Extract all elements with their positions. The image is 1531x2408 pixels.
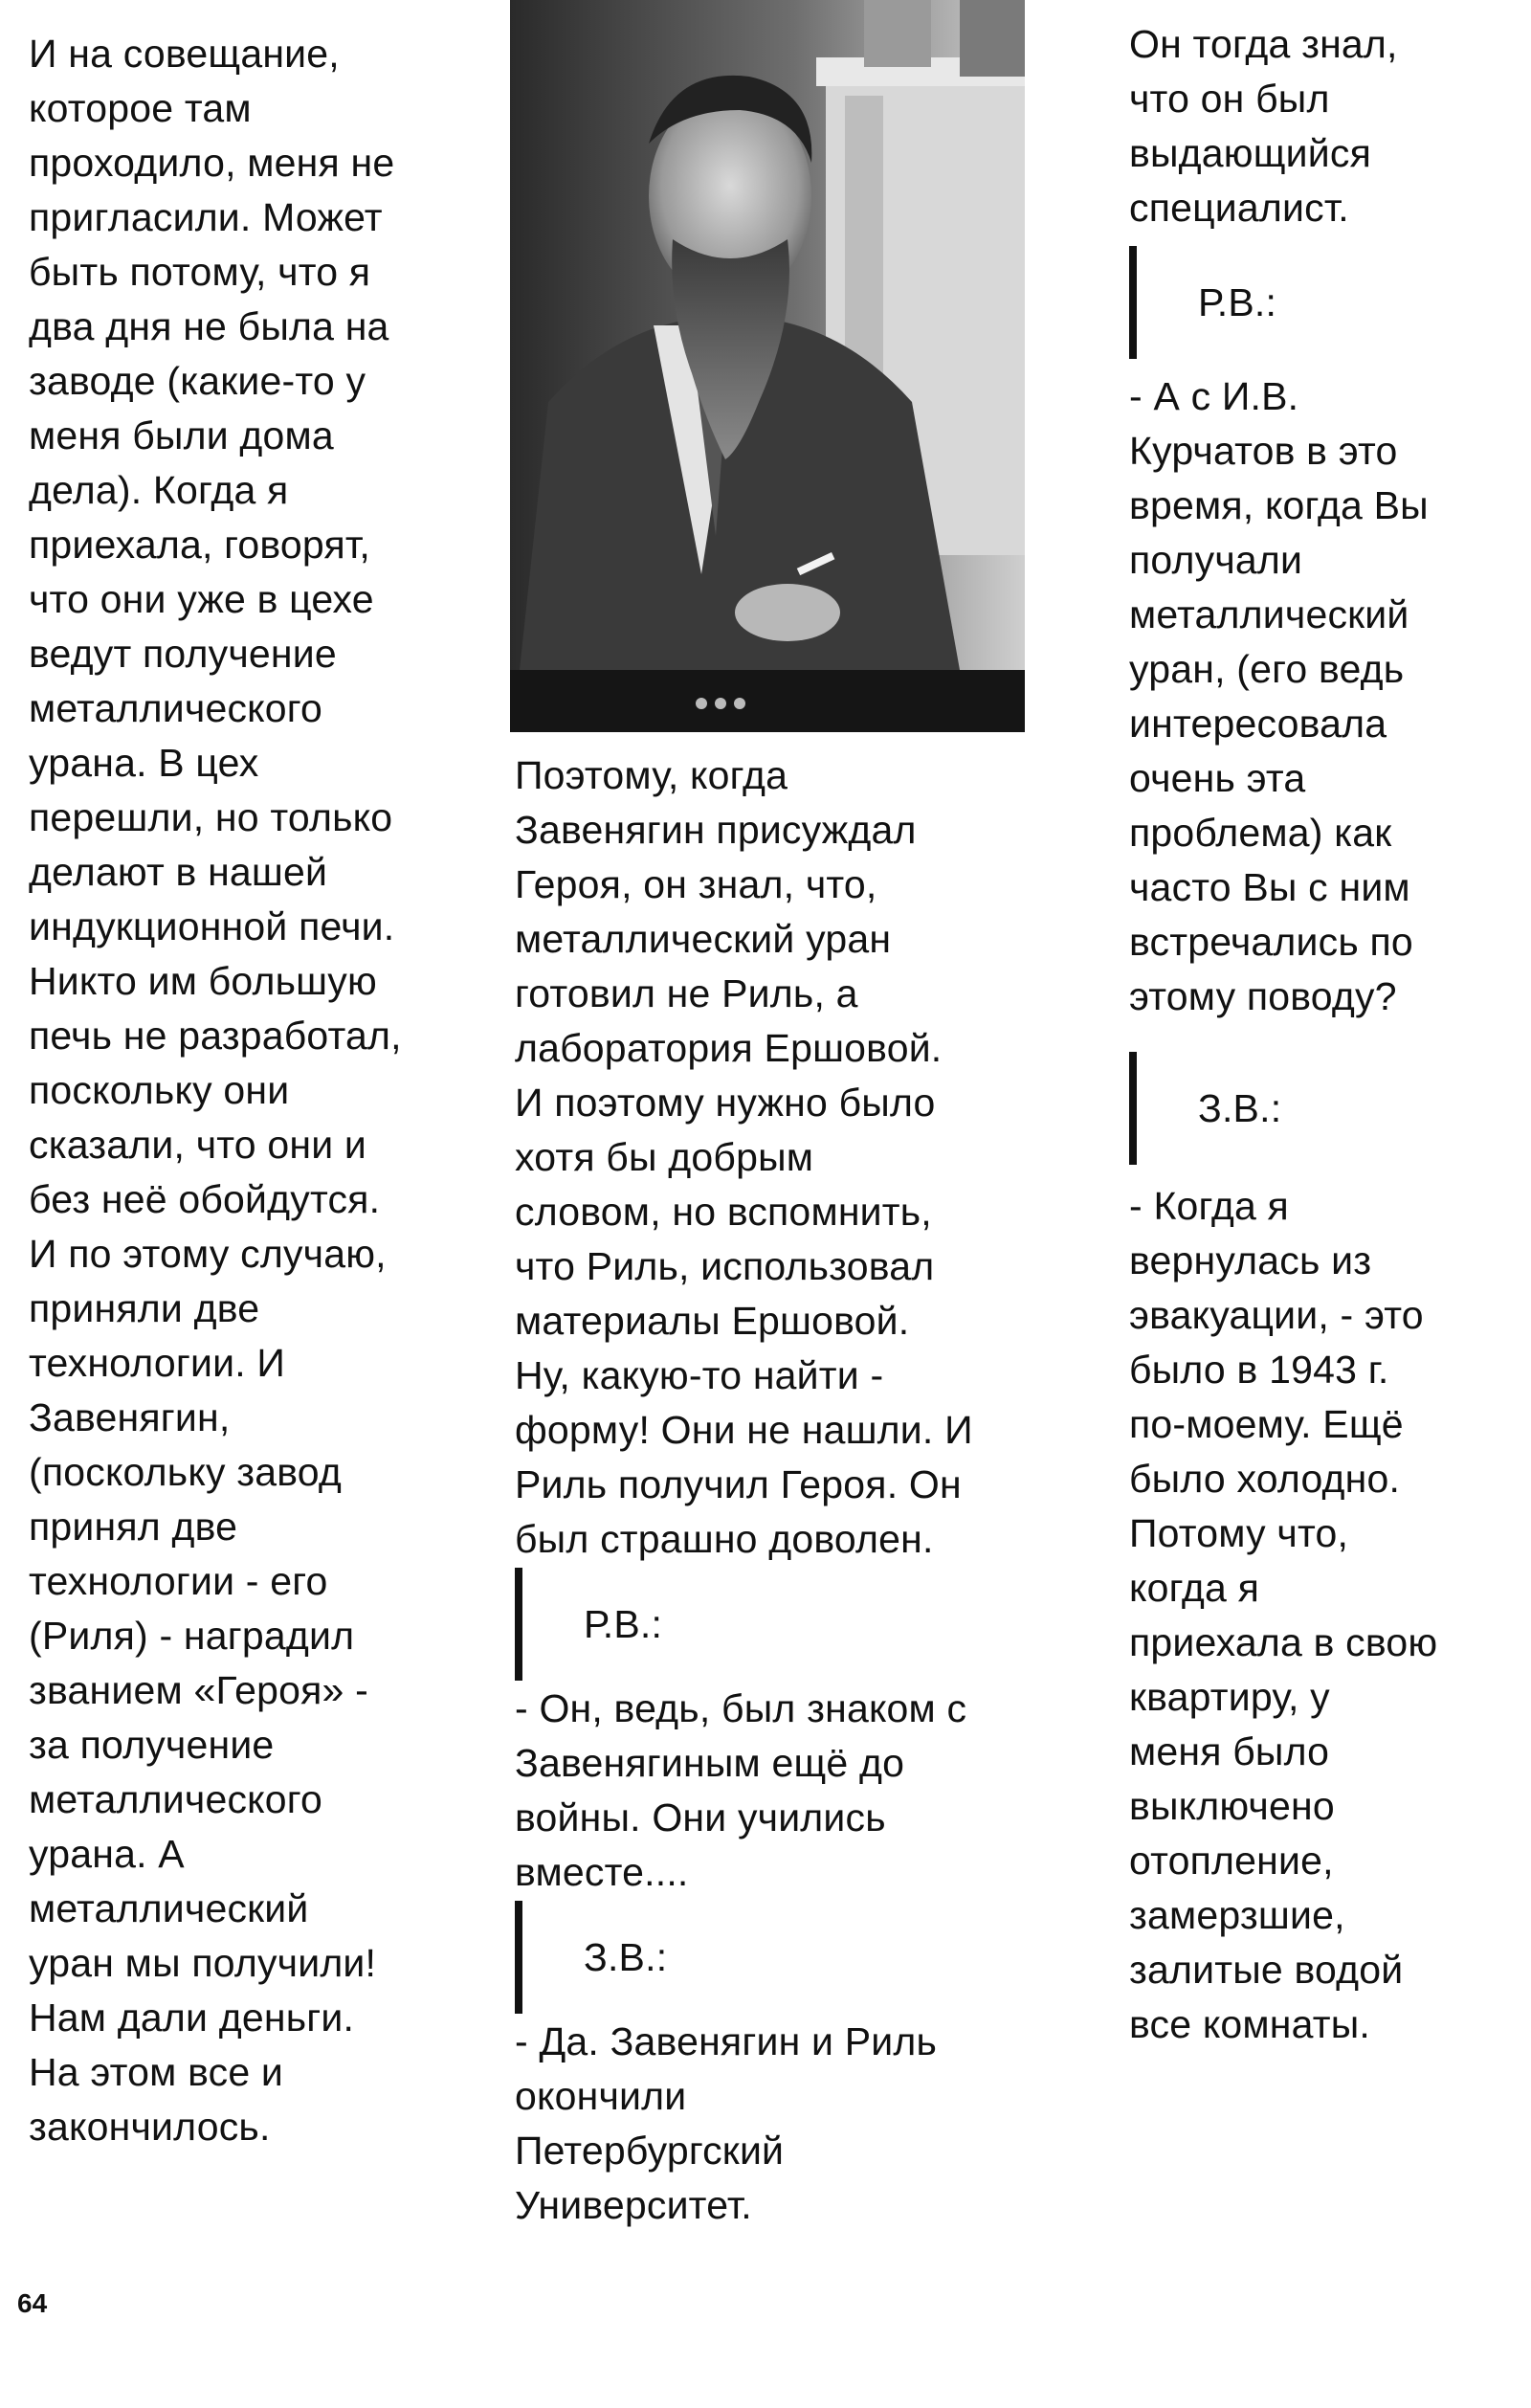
speaker-label-zv	[1129, 1051, 1531, 1166]
column-1-text: И на совещание, которое там проходило, меня не пригласили. Может быть потому, что я два дня не была на заводе (какие-то у меня были дома дела). Когда я приехала, говорят, что они уже в цехе ведут получение металлического урана. В цех перешли, но только делают в нашей индукционной печи. Никто им большую печь не разработал, поскольку они сказали, что они и без неё обойдутся. И по этому случаю, приняли две технологии. И Завенягин, (поскольку завод принял две технологии - его (Риля) - наградил званием «Героя» - за получение металлического урана. А металлический уран мы получили! Нам дали деньги. На этом все и закончилось.	[29, 32, 402, 2149]
column-2-text-3: - Да. Завенягин и Риль окончили Петербургский Университет.	[515, 2019, 938, 2227]
column-2	[515, 748, 1089, 2233]
speaker-label-zv	[515, 1900, 1089, 2015]
column-2-text-2: - Он, ведь, был знаком с Завенягиным ещё до войны. Они учились вместе....	[515, 1686, 967, 1894]
speaker-label-rv	[515, 1567, 1089, 1682]
column-3-text-2: - А с И.В. Курчатов в это время, когда Вы получали металлический уран, (его ведь интересовала очень эта проблема) как часто Вы с ним встречались по этому поводу?	[1129, 374, 1429, 1018]
column-3	[1129, 17, 1531, 2052]
speaker-name: З.В.:	[1198, 1085, 1282, 1130]
speaker-bar	[1129, 1052, 1137, 1165]
speaker-name: З.В.:	[584, 1934, 668, 1979]
portrait-photo	[510, 0, 1025, 732]
column-1	[29, 27, 507, 2154]
page-number: 64	[17, 2288, 48, 2318]
speaker-name: Р.В.:	[584, 1601, 663, 1646]
speaker-label-rv	[1129, 245, 1531, 360]
speaker-bar	[515, 1901, 522, 2014]
speaker-bar	[1129, 246, 1137, 359]
speaker-bar	[515, 1568, 522, 1681]
speaker-name: Р.В.:	[1198, 279, 1277, 324]
column-2-text-1: Поэтому, когда Завенягин присуждал Героя, он знал, что, металлический уран готовил не Риль, а лаборатория Ершовой. И поэтому нужно было хотя бы добрым словом, но вспомнить, что Риль, использовал материалы Ершовой. Ну, какую-то найти - форму! Они не нашли. И Риль получил Героя. Он был страшно доволен.	[515, 753, 973, 1561]
column-3-text-1: Он тогда знал, что он был выдающийся специалист.	[1129, 22, 1398, 230]
column-3-text-3: - Когда я вернулась из эвакуации, - это было в 1943 г. по-моему. Ещё было холодно. Потому что, когда я приехала в свою квартиру, у меня было выключено отопление, замерзшие, залитые водой все комнаты.	[1129, 1184, 1438, 2046]
portrait-photo-graphic	[510, 0, 1025, 732]
